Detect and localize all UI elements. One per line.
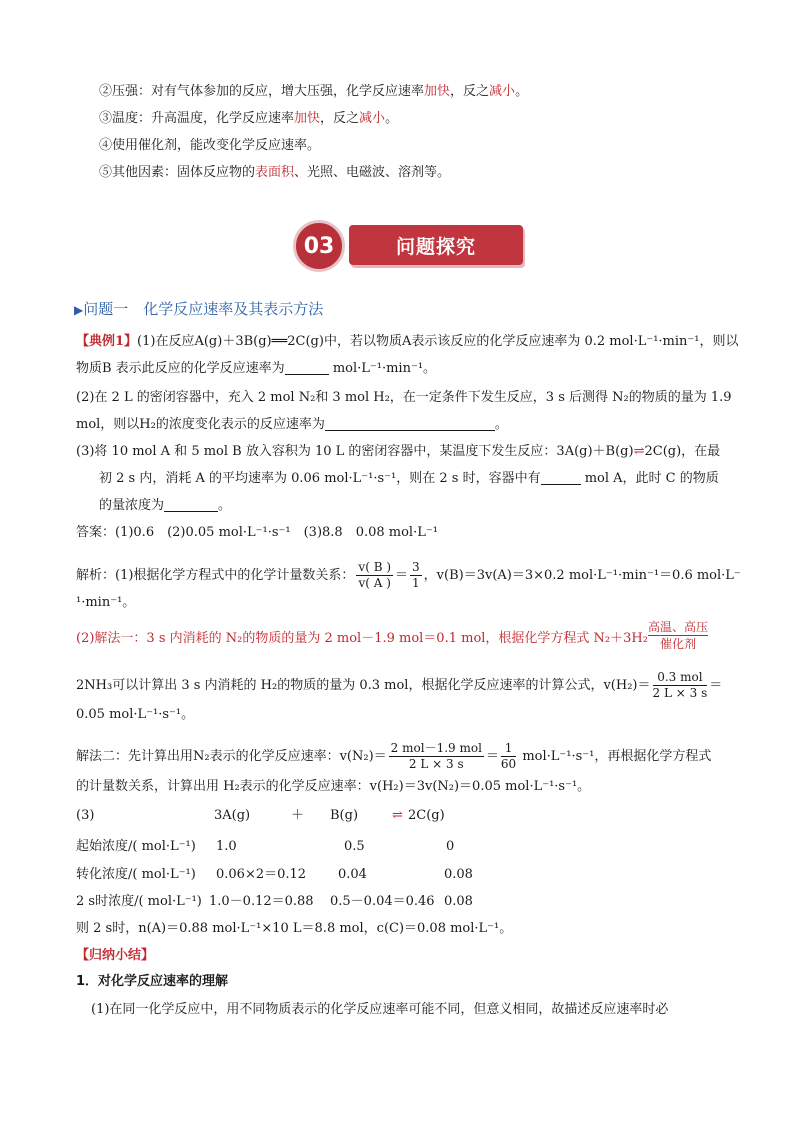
example-q3-line2 [99,470,719,488]
highlight-text: 减小 [489,84,516,99]
fraction-numerator: 3 [412,560,420,574]
example-q1-line1 [76,333,738,351]
row-value-c: 0.08 [444,867,473,882]
example-q2-line2 [76,416,508,434]
row-value-a: 1.0 [216,839,237,854]
highlight-text: 加快 [424,84,451,99]
ratio-fraction [356,560,393,591]
fraction-denominator: 2 L × 3 s [652,686,708,700]
coefficient-fraction [410,560,422,591]
text: ③温度：升高温度，化学反应速率 [99,111,295,126]
summary-paragraph: (1)在同一化学反应中，用不同物质表示的化学反应速率可能不同，但意义相同，故描述反应速率时必 [91,1002,669,1017]
answer-blank [325,416,495,431]
analysis-part1-tail: ¹·min⁻¹。 [76,595,136,610]
text: 解析：(1)根据化学方程式中的化学计量数关系： [76,568,355,583]
fraction-numerator: 0.3 mol [653,670,708,686]
equilibrium-arrow: ⇌ [633,444,645,459]
table-header-plus: ＋ [291,808,305,823]
text: mol A，此时 C 的物质 [580,471,719,486]
analysis-method2-line1 [76,741,711,772]
text: ＝ [709,678,723,693]
text: ，v(B)＝3v(A)＝3×0.2 mol·L⁻¹·min⁻¹＝0.6 mol·L⁻ [423,568,741,583]
answer-blank [285,360,329,375]
row-value-c: 0 [446,839,455,854]
section-number-badge: 03 [293,220,345,272]
example-label: 【典例1】 [76,334,138,349]
h2-rate-fraction [653,670,708,701]
text: ＝ [485,749,499,764]
highlight-text: 表面积 [255,165,295,180]
table-arrow: ⇌ [392,808,403,823]
highlight-text: 减小 [359,111,386,126]
table-header-b: B(g) [330,808,359,823]
text: ，反之 [450,84,490,99]
row-value-b: 0.04 [338,867,367,882]
summary-label [76,947,154,965]
answer-blank [541,470,581,485]
text: 、光照、电磁波、溶剂等。 [294,165,451,180]
row-value-a: 0.06×2＝0.12 [216,867,307,882]
section-banner-title: 问题探究 [349,225,523,265]
row-value-b: 0.5－0.04＝0.46 [330,894,435,909]
text: 解法二：先计算出用N₂表示的化学反应速率：v(N₂)＝ [76,749,387,764]
text: ②压强：对有气体参加的反应，增大压强，化学反应速率 [99,84,425,99]
example-q2-line1: (2)在 2 L 的密闭容器中，充入 2 mol N₂和 3 mol H₂，在一定条件下发生反应，3 s 后测得 N₂的物质的量为 1.9 [76,390,732,405]
text: mol·L⁻¹·s⁻¹，再根据化学方程式 [518,749,712,764]
condition-top: 高温、高压 [648,620,709,634]
factor-catalyst: ④使用催化剂，能改变化学反应速率。 [99,138,321,153]
text: ⑤其他因素：固体反应物的 [99,165,256,180]
fraction-denominator: 1 [412,576,420,590]
example-q3-line1 [76,443,720,461]
factor-temperature [99,110,398,128]
table-conclusion: 则 2 s时，n(A)＝0.88 mol·L⁻¹×10 L＝8.8 mol，c(C)＝0.08 mol·L⁻¹。 [76,921,513,936]
row-label: 起始浓度/( mol·L⁻¹) [76,839,196,854]
text: 。 [494,417,508,432]
factor-pressure [99,83,528,101]
section-banner [293,219,525,273]
analysis-part2-line3: 0.05 mol·L⁻¹·s⁻¹。 [76,707,195,722]
analysis-part2-line2 [76,670,722,701]
condition-arrow [648,635,708,636]
text: mol·L⁻¹·min⁻¹。 [328,361,437,376]
condition-bottom: 催化剂 [660,637,697,651]
row-label: 2 s时浓度/( mol·L⁻¹) [76,894,202,909]
text: 的量浓度为 [99,498,165,513]
text: (3)将 10 mol A 和 5 mol B 放入容积为 10 L 的密闭容器中，某温度下发生反应：3A(g)＋B(g) [76,444,634,459]
fraction-numerator: 1 [501,741,516,757]
example-q3-line3 [99,497,231,515]
row-value-c: 0.08 [444,894,473,909]
text: 2C(g)，在最 [644,444,721,459]
row-value-a: 1.0－0.12＝0.88 [209,894,314,909]
triangle-icon: ▶ [74,303,84,317]
table-label: (3) [76,808,95,823]
text: 初 2 s 内，消耗 A 的平均速率为 0.06 mol·L⁻¹·s⁻¹，则在 2 s 时，容器中有 [99,471,541,486]
factor-other [99,164,450,182]
text: 2NH₃可以计算出 3 s 内消耗的 H₂的物质的量为 0.3 mol，根据化学反应速率的计算公式，v(H₂)＝ [76,678,651,693]
fraction-numerator: 2 mol－1.9 mol [390,741,482,755]
table-header-a: 3A(g) [214,808,251,823]
row-value-b: 0.5 [344,839,365,854]
text: ＝ [395,568,409,583]
example-q1-line2 [76,360,436,378]
n2-rate-fraction [389,741,484,772]
text: 。 [218,498,232,513]
n2-rate-result-fraction [501,741,516,772]
fraction-denominator: 2 L × 3 s [408,757,464,771]
text: 。 [515,84,529,99]
answer-blank [164,497,218,512]
text: ，反之 [320,111,360,126]
summary-label-text: 【归纳小结】 [76,948,155,963]
text: mol，则以H₂的浓度变化表示的反应速率为 [76,417,325,432]
analysis-part1 [76,560,741,591]
table-header-c: 2C(g) [408,808,445,823]
text: (1)在反应A(g)＋3B(g)══2C(g)中，若以物质A表示该反应的化学反应速率为 0.2 mol·L⁻¹·min⁻¹，则以 [137,334,739,349]
question-section-title [74,298,323,319]
text: 。 [385,111,399,126]
answer-line: 答案：(1)0.6 (2)0.05 mol·L⁻¹·s⁻¹ (3)8.8 0.08 mol·L⁻¹ [76,525,438,540]
text: 物质B 表示此反应的化学反应速率为 [76,361,285,376]
reaction-condition [648,620,708,651]
highlight-text: 加快 [294,111,321,126]
analysis-part2-method1: (2)解法一：3 s 内消耗的 N₂的物质的量为 2 mol－1.9 mol＝0.1 mol，根据化学方程式 N₂＋3H₂ [76,631,648,646]
fraction-numerator: v( B ) [358,560,392,574]
summary-heading: 1．对化学反应速率的理解 [76,974,229,989]
analysis-method2-line2: 的计量数关系，计算出用 H₂表示的化学反应速率：v(H₂)＝3v(N₂)＝0.05 mol·L⁻¹·s⁻¹。 [76,779,591,794]
row-label: 转化浓度/( mol·L⁻¹) [76,867,196,882]
section-title-text: 问题一 化学反应速率及其表示方法 [83,300,324,318]
fraction-denominator: v( A ) [358,576,391,590]
fraction-denominator: 60 [500,757,517,771]
